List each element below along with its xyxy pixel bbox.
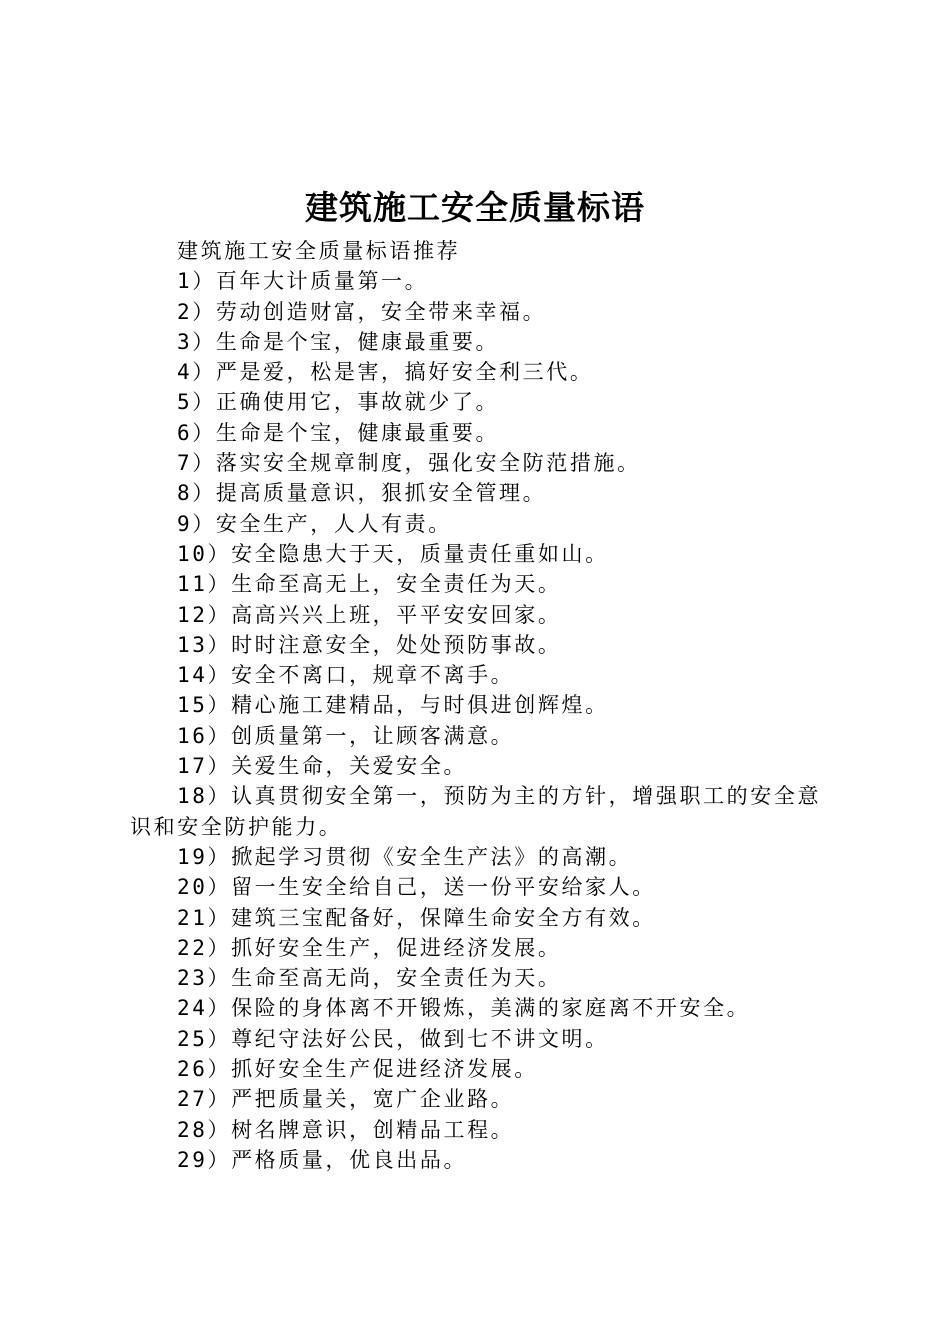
- slogan-item: 28）树名牌意识，创精品工程。: [177, 1117, 515, 1142]
- slogan-item: 23）生命至高无尚，安全责任为天。: [177, 966, 562, 991]
- slogan-item: 15）精心施工建精品，与时俱进创辉煌。: [177, 693, 609, 718]
- slogan-item: 3）生命是个宝，健康最重要。: [177, 329, 500, 354]
- slogan-item: 22）抓好安全生产，促进经济发展。: [177, 935, 562, 960]
- slogan-item: 25）尊纪守法好公民，做到七不讲文明。: [177, 1026, 609, 1051]
- slogan-item: 7）落实安全规章制度，强化安全防范措施。: [177, 451, 641, 476]
- slogan-item: 5）正确使用它，事故就少了。: [177, 390, 500, 415]
- slogan-item: 4）严是爱，松是害，搞好安全利三代。: [177, 360, 594, 385]
- slogan-item: 29）严格质量，优良出品。: [177, 1147, 468, 1172]
- slogan-item: 14）安全不离口，规章不离手。: [177, 663, 515, 688]
- slogan-item: 6）生命是个宝，健康最重要。: [177, 420, 500, 445]
- slogan-item: 10）安全隐患大于天，质量责任重如山。: [177, 541, 609, 566]
- slogan-item: 20）留一生安全给自己，送一份平安给家人。: [177, 875, 656, 900]
- intro-paragraph: 建筑施工安全质量标语推荐: [177, 239, 461, 263]
- slogan-item: 19）掀起学习贯彻《安全生产法》的高潮。: [177, 844, 633, 869]
- slogan-item: 1）百年大计质量第一。: [177, 269, 429, 294]
- slogan-item: 13）时时注意安全，处处预防事故。: [177, 632, 562, 657]
- slogan-item: 24）保险的身体离不开锻炼，美满的家庭离不开安全。: [177, 996, 751, 1021]
- slogan-item: 18）认真贯彻安全第一，预防为主的方针，增强职工的安全意识和安全防护能力。: [130, 784, 822, 839]
- slogan-item: 17）关爱生命，关爱安全。: [177, 754, 468, 779]
- slogan-item: 16）创质量第一，让顾客满意。: [177, 723, 515, 748]
- slogan-item: 8）提高质量意识，狠抓安全管理。: [177, 481, 547, 506]
- document-title: 建筑施工安全质量标语: [305, 188, 645, 227]
- slogan-item: 9）安全生产，人人有责。: [177, 511, 452, 536]
- slogan-item: 26）抓好安全生产促进经济发展。: [177, 1057, 538, 1082]
- slogan-item: 2）劳动创造财富，安全带来幸福。: [177, 299, 547, 324]
- slogan-item: 11）生命至高无上，安全责任为天。: [177, 572, 562, 597]
- document-body: [130, 236, 832, 1175]
- slogan-item: 12）高高兴兴上班，平平安安回家。: [177, 602, 562, 627]
- slogan-item: 21）建筑三宝配备好，保障生命安全方有效。: [177, 905, 656, 930]
- slogan-item: 27）严把质量关，宽广企业路。: [177, 1087, 515, 1112]
